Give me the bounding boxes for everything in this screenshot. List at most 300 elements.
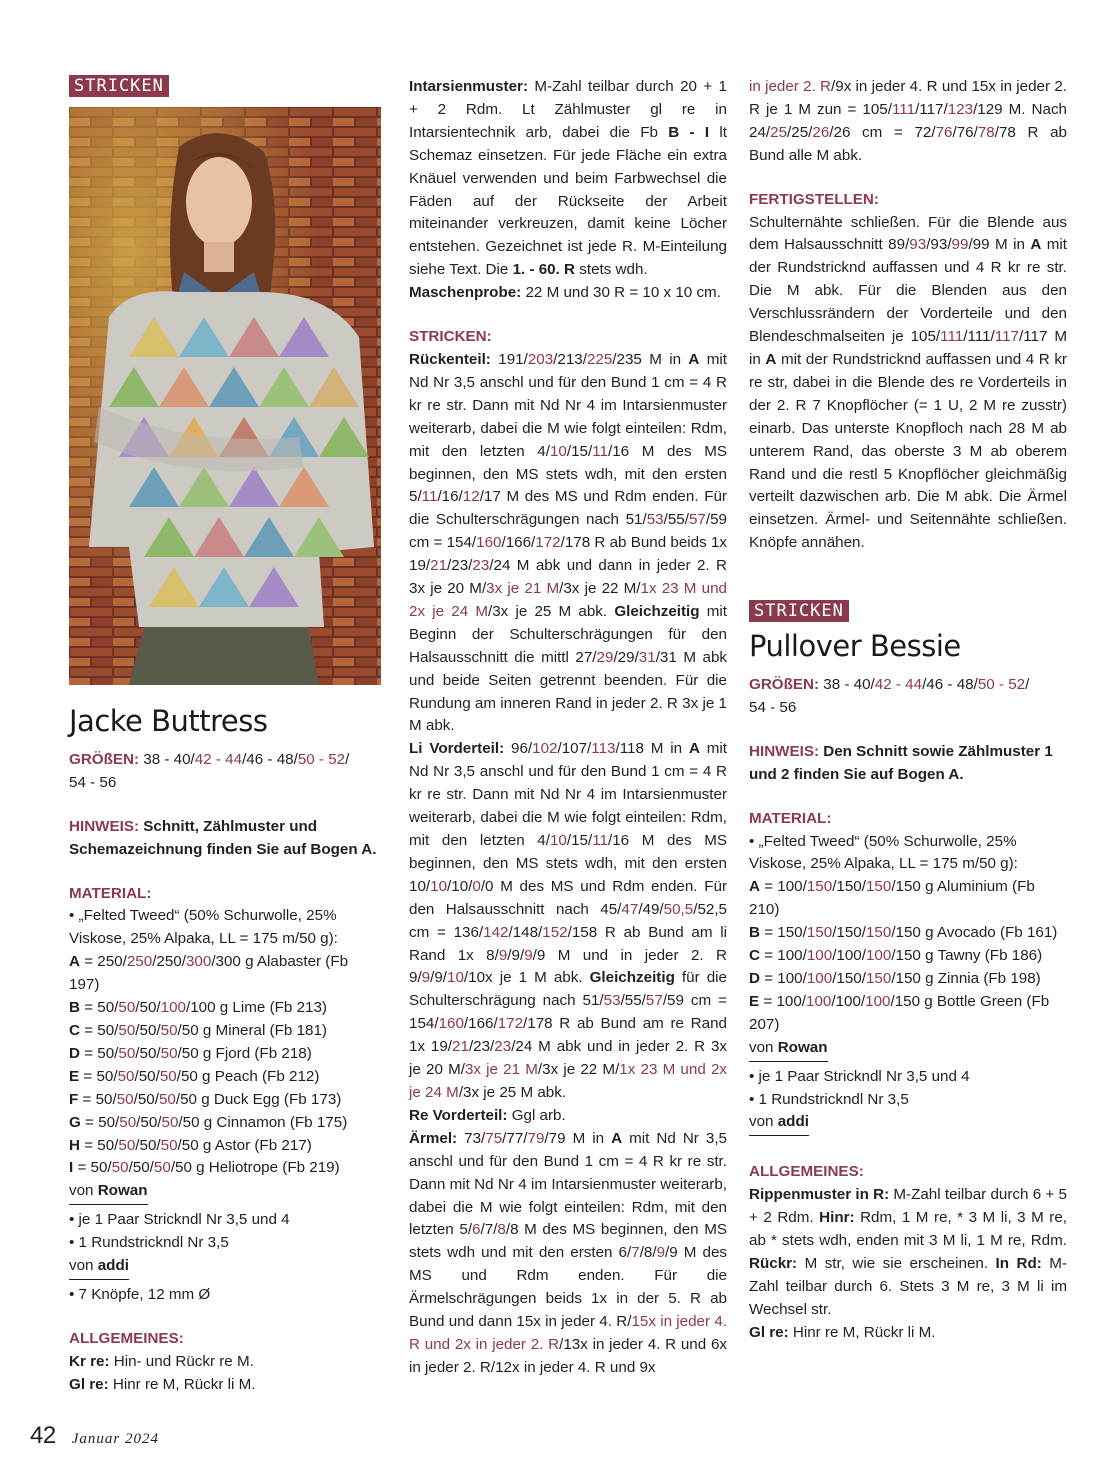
- text-run: /8 M des MS beginnen, den MS stets wdh und mit den ersten 6/: [409, 1221, 727, 1262]
- text-run: /150/: [832, 878, 866, 896]
- text-run: 10: [549, 832, 567, 849]
- text-run: 50: [159, 1067, 177, 1085]
- sizes-line: [69, 749, 381, 795]
- text-run: mit der Rundstricknd auffassen und 4 R kr re str. Die M abk. Für die Blenden aus den Verschlussrändern der Vorderteile und den Blendeschmalseiten je 105/: [749, 236, 1067, 346]
- text-run: mit der Rundstricknd auffassen und 4 R kr re str, dabei in die Blende des re Vorderteils in der 2. R 7 Knopflöcher (= 1 U, 2 M re zusstr) einarb. Das unterste Knopfloch nach 28 M ab unterem Rand, das oberste 3 M ab oberem Rand und die restl 5 Knopflöcher gleichmäßig verteilt dazwischen arb. Die M abk. Die Ärmel einsetzen. Ärmel- und Seitennähte schließen. Knöpfe annähen.: [749, 350, 1067, 552]
- text-run: 73/: [457, 1129, 486, 1147]
- text-run: in jeder 2. R: [749, 78, 832, 95]
- text-run: 1x 23 M und 2x je 24 M: [409, 580, 727, 620]
- yarn-line: [749, 876, 1067, 922]
- text-run: 300: [185, 953, 212, 971]
- text-run: 1x 23 M und 2x je 24 M: [409, 1061, 727, 1101]
- von-text: von: [69, 1257, 98, 1275]
- text-run: /100 g Lime (Fb 213): [185, 999, 327, 1017]
- size-value: 54 - 56: [69, 773, 117, 791]
- text-run: 100: [806, 970, 833, 987]
- text-run: 10: [447, 969, 464, 987]
- text-run: /150 g Bottle Green (Fb 207): [749, 992, 1050, 1033]
- text-run: /150/: [832, 924, 866, 942]
- text-run: /8/: [639, 1244, 657, 1262]
- text-run: 1. - 60. R: [512, 261, 576, 279]
- text-run: = 50/: [79, 1136, 119, 1154]
- pattern-title: Jacke Buttress: [69, 703, 268, 738]
- text-run: F: [69, 1090, 79, 1108]
- text-run: /9 M des MS und Rdm enden. Für die Ärmelschrägungen beids 1x in der 5. R ab Bund und dann 15x in jeder 4. R/: [409, 1244, 727, 1331]
- text-run: 10: [430, 877, 448, 895]
- text-run: /158 R ab Bund am li Rand 1x 8/: [409, 923, 727, 964]
- text-run: /23/: [447, 557, 473, 575]
- text-run: /150 g Aluminium (Fb 210): [749, 878, 1035, 919]
- supplier-line: [69, 1180, 148, 1205]
- rib-paragraph: [749, 1184, 1067, 1321]
- text-run: Maschenprobe:: [409, 284, 522, 302]
- yarn-line: [749, 922, 1067, 945]
- text-run: /166/: [501, 534, 536, 552]
- text-run: /9 M und in jeder 2. R 9/: [409, 946, 727, 987]
- yarn-line: [69, 997, 381, 1020]
- text-run: /50/: [135, 1021, 161, 1039]
- yarn-line: [69, 1020, 381, 1043]
- text-run: /50/: [135, 1136, 161, 1154]
- von-text: von: [749, 1038, 778, 1056]
- text-run: 50,5: [663, 900, 694, 918]
- size-value: 42 - 44: [194, 750, 243, 768]
- text-run: Rückenteil:: [409, 350, 491, 368]
- kr-line: [69, 1351, 381, 1374]
- size-value: 38 - 40/: [143, 750, 195, 768]
- left-front-paragraph: [409, 738, 727, 1105]
- text-run: /178 R ab Bund beids 1x 19/: [409, 534, 727, 575]
- text-run: /117 M in: [749, 328, 1067, 368]
- general-heading: ALLGEMEINES:: [749, 1163, 864, 1181]
- text-run: 50: [118, 999, 136, 1017]
- page-footer: [30, 1422, 159, 1450]
- text-run: /107/: [557, 740, 592, 758]
- brand-name: Rowan: [777, 1038, 828, 1056]
- yarn-line: [69, 1089, 381, 1112]
- brand-name: addi: [97, 1257, 129, 1275]
- sizes-label: GRÖßEN:: [749, 676, 820, 694]
- size-value: 54 - 56: [749, 698, 797, 716]
- size-value: /46 - 48/: [242, 750, 298, 768]
- gl-label: Gl re:: [749, 1323, 789, 1341]
- text-run: 150: [865, 878, 892, 896]
- text-run: /77/: [502, 1129, 528, 1147]
- text-run: C: [749, 947, 760, 965]
- text-run: 250: [126, 953, 153, 971]
- text-run: /24 M abk und dann in jeder 2. R 3x je 20 M/: [409, 557, 727, 598]
- yarn-line: [749, 991, 1067, 1037]
- text-run: I: [69, 1159, 74, 1177]
- text-run: Ärmel:: [409, 1129, 458, 1147]
- yarn-list: [69, 951, 381, 1180]
- section-tag: STRICKEN: [749, 600, 849, 622]
- text-run: /50 g Mineral (Fb 181): [177, 1021, 327, 1039]
- text-run: 150: [806, 924, 833, 942]
- text-run: Hinr:: [819, 1209, 855, 1227]
- text-run: Ggl arb.: [507, 1106, 566, 1124]
- size-value: 38 - 40/: [823, 676, 875, 694]
- text-run: 23: [472, 557, 490, 575]
- text-run: = 150/: [759, 924, 807, 942]
- text-run: /118 M in: [615, 740, 689, 758]
- brand-name: addi: [777, 1113, 809, 1131]
- hint-text: Den Schnitt sowie Zählmuster 1 und 2 finden Sie auf Bogen A.: [749, 742, 1053, 783]
- text-run: Rückr:: [749, 1254, 798, 1272]
- text-run: 11: [592, 832, 608, 849]
- text-run: Intarsienmuster:: [409, 78, 529, 95]
- text-run: A: [1030, 236, 1042, 254]
- text-run: B: [749, 924, 760, 942]
- text-run: /50 g Heliotrope (Fb 219): [170, 1159, 340, 1177]
- text-run: = 100/: [759, 878, 807, 896]
- text-run: /26 cm = 72/: [829, 123, 936, 141]
- text-run: M-Zahl teilbar durch 6. Stets 3 M re, 3 M li im Wechsel str.: [749, 1254, 1067, 1318]
- text-run: 50: [153, 1159, 171, 1177]
- text-run: M str, wie sie erscheinen.: [797, 1254, 996, 1272]
- text-run: 6: [472, 1221, 481, 1239]
- yarn-line: [749, 945, 1067, 968]
- text-run: /50 g Duck Egg (Fb 173): [175, 1090, 342, 1108]
- text-run: stets wdh.: [575, 261, 648, 279]
- text-run: = 250/: [79, 953, 127, 971]
- text-run: A: [749, 878, 760, 896]
- text-run: 50: [117, 1067, 135, 1085]
- text-run: /50 g Peach (Fb 212): [176, 1067, 320, 1085]
- text-run: /79 M in: [544, 1129, 612, 1147]
- text-run: 10: [549, 442, 567, 460]
- von-text: von: [749, 1113, 778, 1131]
- text-run: lt Schemaz einsetzen. Für jede Fläche ein extra Knäuel verwenden und beim Farbwechsel die Fäden auf der Rückseite der Arbeit miteinander verkreuzen, damit keine Löcher entstehen. Gezeichnet ist jede R. M-Einteilung siehe Text. Die: [409, 123, 727, 279]
- text-run: /24 M abk und in jeder 2. R 3x je 20 M/: [409, 1038, 727, 1079]
- gl-text: Hinr re M, Rückr li M.: [108, 1375, 256, 1393]
- text-run: 142: [483, 923, 509, 941]
- text-run: = 50/: [78, 1090, 117, 1108]
- text-run: 50: [118, 1136, 136, 1154]
- text-run: D: [69, 1044, 80, 1062]
- text-run: 152: [542, 923, 568, 941]
- gl-text: Hinr re M, Rückr li M.: [788, 1323, 936, 1341]
- text-run: Gleichzeitig: [614, 602, 700, 620]
- text-run: /23/: [468, 1038, 495, 1056]
- text-run: 50: [160, 1136, 178, 1154]
- text-run: A: [611, 1129, 623, 1147]
- text-run: In Rd:: [995, 1254, 1042, 1272]
- text-run: C: [69, 1021, 80, 1039]
- text-run: /50 g Astor (Fb 217): [177, 1136, 312, 1154]
- text-run: = 100/: [759, 947, 807, 965]
- back-paragraph: [409, 349, 727, 738]
- text-run: /150 g Zinnia (Fb 198): [891, 970, 1041, 987]
- text-run: /3x je 25 M abk.: [458, 1083, 567, 1101]
- text-run: /3x je 25 M abk.: [488, 602, 615, 620]
- text-run: /0 M des MS und Rdm enden. Für den Halsausschnitt nach 45/: [409, 877, 727, 918]
- sleeves-paragraph: [409, 1128, 727, 1380]
- text-run: mit Nd Nr 3,5 anschl und für den Bund 1 cm = 4 R kr re str. Dann mit Nd Nr 4 im Intarsienmuster weiterarb, dabei die M wie folgt einteilen: Rdm, mit den letzten 4/: [409, 350, 728, 460]
- size-value: 50 - 52: [297, 750, 346, 768]
- column-middle: [409, 76, 727, 1380]
- text-run: 50: [118, 1044, 136, 1062]
- text-run: A: [765, 350, 777, 368]
- issue-label: Januar 2024: [71, 1431, 159, 1447]
- hint-label: HINWEIS:: [69, 817, 140, 835]
- text-run: = 50/: [79, 1044, 119, 1062]
- text-run: Rdm, 1 M re, * 3 M li, 3 M re, ab * stets wdh, enden mit 3 M li, 1 M re, Rdm.: [749, 1209, 1068, 1250]
- text-run: = 100/: [759, 970, 807, 987]
- text-run: /49/: [638, 900, 664, 918]
- text-run: /29/: [613, 648, 639, 666]
- text-run: 225: [586, 350, 613, 368]
- brand-name: Rowan: [97, 1182, 148, 1200]
- column-right: [749, 76, 1067, 1345]
- text-run: 9: [498, 946, 508, 964]
- text-run: 150: [806, 878, 833, 896]
- text-run: /16 M des MS beginnen, den MS stets wdh, mit den ersten 5/: [409, 442, 727, 506]
- text-run: 50: [160, 1044, 178, 1062]
- text-run: /150 g Avocado (Fb 161): [891, 924, 1058, 942]
- yarn-line: [69, 951, 381, 997]
- text-run: /7/: [480, 1221, 498, 1239]
- text-run: 53: [603, 992, 621, 1010]
- needle-item: • je 1 Paar Strickndl Nr 3,5 und 4: [749, 1067, 970, 1085]
- text-run: /3x je 22 M/: [537, 1061, 620, 1079]
- text-run: 111: [940, 328, 964, 346]
- text-run: /100/: [831, 992, 866, 1010]
- text-run: E: [69, 1067, 80, 1085]
- text-run: 100: [806, 992, 832, 1010]
- kr-label: Kr re:: [69, 1352, 110, 1370]
- hint-paragraph: [749, 741, 1067, 787]
- text-run: 8: [497, 1221, 506, 1239]
- text-run: A: [688, 740, 700, 758]
- text-run: /178 R ab Bund am re Rand 1x 19/: [409, 1015, 727, 1056]
- material-heading: MATERIAL:: [69, 884, 152, 902]
- gl-line: [69, 1374, 381, 1397]
- text-run: 9: [421, 969, 431, 987]
- text-run: Schulternähte schließen. Für die Blende aus dem Halsausschnitt 89/: [749, 213, 1067, 254]
- supplier-line: [749, 1111, 809, 1136]
- text-run: /235 M in: [612, 350, 689, 368]
- text-run: /50/: [133, 1090, 159, 1108]
- text-run: /59 cm = 154/: [409, 511, 727, 552]
- text-run: 11: [421, 488, 438, 506]
- text-run: 50: [119, 1113, 137, 1131]
- text-run: 99: [951, 236, 969, 254]
- text-run: 160: [476, 534, 502, 552]
- yarn-line: [69, 1157, 381, 1180]
- text-run: mit Nd Nr 3,5 anschl und für den Bund 1 cm = 4 R kr re str. Dann mit Nd Nr 4 im Intarsienmuster weiterarb, dabei die M wie folgt einteilen: Rdm, mit den letzten 5/: [409, 1129, 727, 1239]
- text-run: /25/: [787, 123, 813, 141]
- text-run: M-Zahl teilbar durch 6 + 5 + 2 Rdm.: [749, 1186, 1067, 1227]
- text-run: /148/: [508, 923, 543, 941]
- text-run: = 50/: [80, 1113, 120, 1131]
- text-run: D: [749, 970, 760, 987]
- gauge-paragraph: [409, 282, 727, 305]
- text-run: 26: [812, 123, 830, 141]
- text-run: /129 M. Nach 24/: [749, 100, 1067, 141]
- text-run: /117/: [915, 100, 948, 118]
- text-run: /50/: [134, 1067, 160, 1085]
- text-run: 31: [638, 648, 656, 666]
- text-run: /15/: [566, 442, 593, 460]
- text-run: 50: [118, 1021, 136, 1039]
- text-run: 57: [688, 511, 706, 529]
- text-run: /50/: [135, 1044, 161, 1062]
- supplier-line: [69, 1255, 129, 1280]
- text-run: 50: [111, 1159, 129, 1177]
- text-run: /10x je 1 M abk.: [463, 969, 590, 987]
- text-run: = 50/: [79, 1021, 119, 1039]
- hint-text: Schnitt, Zählmuster und Schemazeichnung finden Sie auf Bogen A.: [69, 817, 377, 858]
- text-run: /13x in jeder 4. R und 6x in jeder 2. R/: [409, 1335, 727, 1376]
- text-run: /50/: [136, 1113, 162, 1131]
- text-run: 172: [535, 534, 561, 552]
- text-run: 57: [645, 992, 663, 1010]
- text-run: /99 M in: [968, 236, 1031, 254]
- text-run: 21: [430, 557, 448, 575]
- knit-heading: STRICKEN:: [409, 328, 492, 346]
- text-run: Gleichzeitig: [589, 969, 675, 987]
- text-run: H: [69, 1136, 80, 1154]
- text-run: /100/: [832, 947, 866, 965]
- text-run: /300 g Alabaster (Fb 197): [69, 953, 349, 994]
- text-run: 79: [527, 1129, 545, 1147]
- text-run: G: [69, 1113, 81, 1131]
- general-heading: ALLGEMEINES:: [69, 1329, 184, 1347]
- text-run: für die Schulterschrägung nach 51/: [409, 969, 727, 1010]
- text-run: 53: [646, 511, 664, 529]
- text-run: mit Beginn der Schulterschrägungen für den Halsausschnitt die mittl 27/: [409, 602, 728, 666]
- text-run: 160: [438, 1015, 464, 1033]
- text-run: 21: [452, 1038, 469, 1056]
- size-value: /46 - 48/: [922, 676, 978, 694]
- text-run: mit Nd Nr 3,5 anschl und für den Bund 1 cm = 4 R kr re str. Dann mit Nd Nr 4 im Intarsienmuster weiterarb, dabei die M wie folgt einteilen: Rdm, mit den letzten 4/: [409, 740, 727, 849]
- text-run: 75: [485, 1129, 503, 1147]
- text-run: /59 cm = 154/: [409, 992, 728, 1033]
- product-photo: [69, 107, 381, 685]
- text-run: 93: [909, 236, 927, 254]
- column-left: [69, 75, 381, 1397]
- size-value: 42 - 44: [874, 676, 923, 694]
- text-run: 12x in jeder 4. R und 9x: [495, 1358, 656, 1376]
- text-run: 12: [462, 488, 480, 506]
- text-run: 50: [161, 1113, 179, 1131]
- text-run: 100: [865, 947, 892, 965]
- page-number: 42: [30, 1422, 56, 1449]
- section-tag: STRICKEN: [69, 75, 169, 97]
- text-run: = 100/: [759, 992, 807, 1010]
- text-run: 11: [592, 442, 608, 460]
- size-value: 50 - 52: [977, 676, 1026, 694]
- text-run: = 50/: [73, 1159, 112, 1177]
- text-run: /150 g Tawny (Fb 186): [891, 947, 1043, 965]
- text-run: /10/: [447, 877, 473, 895]
- text-run: 9: [656, 1244, 666, 1262]
- text-run: /50 g Cinnamon (Fb 175): [178, 1113, 348, 1131]
- sizes-line: [749, 674, 1067, 720]
- text-run: 22 M und 30 R = 10 x 10 cm.: [521, 284, 721, 302]
- supplier-line: [749, 1037, 828, 1062]
- yarn-list: [749, 876, 1067, 1036]
- text-run: /9/: [430, 969, 448, 987]
- needle-item: • je 1 Paar Strickndl Nr 3,5 und 4: [69, 1211, 290, 1229]
- text-run: 15x in jeder 4. R und 2x in jeder 2. R: [409, 1313, 727, 1353]
- text-run: 100: [865, 992, 891, 1010]
- buttons-item: • 7 Knöpfe, 12 mm Ø: [69, 1285, 211, 1303]
- text-run: /9x in jeder 4. R und 15x in jeder 2. R je 1 M zun = 105/: [749, 78, 1067, 118]
- text-run: /78 R ab Bund alle M abk.: [749, 123, 1068, 164]
- size-value: /: [345, 750, 350, 768]
- text-run: 150: [865, 924, 892, 942]
- text-run: 9: [524, 946, 533, 964]
- text-run: /250/: [152, 953, 186, 971]
- text-run: 100: [160, 999, 186, 1017]
- yarn-line: [69, 1066, 381, 1089]
- text-run: 113: [591, 740, 616, 758]
- text-run: 76: [935, 123, 953, 141]
- text-run: 29: [596, 648, 614, 666]
- text-run: 111: [891, 100, 916, 118]
- text-run: 117: [994, 328, 1019, 346]
- text-run: /55/: [663, 511, 689, 529]
- text-run: /76/: [952, 123, 978, 141]
- text-run: 23: [494, 1038, 512, 1056]
- hint-label: HINWEIS:: [749, 742, 820, 760]
- text-run: /31 M abk und beide Seiten getrennt beenden. Für die Rundung am inneren Rand in jeder 2. R 3x je 1 M abk.: [409, 648, 727, 735]
- text-run: /15/: [566, 832, 593, 849]
- text-run: 203: [527, 350, 554, 368]
- text-run: 78: [977, 123, 995, 141]
- yarn-line: [69, 1043, 381, 1066]
- text-run: 7: [631, 1244, 640, 1262]
- text-run: /17 M des MS und Rdm enden. Für die Schulterschrägungen nach 51/: [409, 488, 727, 529]
- text-run: /213/: [553, 350, 587, 368]
- text-run: B: [69, 999, 80, 1017]
- text-run: /166/: [463, 1015, 498, 1033]
- needle-item: • 1 Rundstrickndl Nr 3,5: [749, 1090, 909, 1108]
- sleeves-continued: [749, 76, 1067, 168]
- text-run: A: [688, 350, 700, 368]
- text-run: Re Vorderteil:: [409, 1106, 508, 1124]
- von-text: von: [69, 1182, 98, 1200]
- text-run: E: [749, 992, 760, 1010]
- size-value: /: [1025, 676, 1030, 694]
- gl-line: [749, 1322, 1067, 1345]
- text-run: /50/: [128, 1159, 154, 1177]
- text-run: 50: [158, 1090, 176, 1108]
- text-run: /150/: [832, 970, 866, 987]
- finish-heading: FERTIGSTELLEN:: [749, 190, 879, 208]
- pattern-title: Pullover Bessie: [749, 629, 961, 664]
- yarn-line: [69, 1135, 381, 1158]
- text-run: /111/: [963, 328, 995, 346]
- text-run: /50/: [135, 999, 161, 1017]
- text-run: M-Zahl teilbar durch 20 + 1 + 2 Rdm. Lt Zählmuster gl re in Intarsientechnik arb, dabei die Fb: [409, 78, 727, 141]
- text-run: /52,5 cm = 136/: [409, 900, 727, 941]
- text-run: B - I: [668, 123, 710, 141]
- text-run: 172: [497, 1015, 524, 1033]
- finish-paragraph: [749, 212, 1067, 556]
- text-run: Li Vorderteil:: [409, 740, 505, 758]
- yarn-line: [69, 1112, 381, 1135]
- text-run: /9/: [507, 946, 525, 964]
- right-front-paragraph: [409, 1105, 727, 1128]
- text-run: /50 g Fjord (Fb 218): [177, 1044, 312, 1062]
- kr-text: Hin- und Rückr re M.: [109, 1352, 254, 1370]
- intarsia-paragraph: [409, 76, 727, 282]
- text-run: /16 M des MS beginnen, den MS stets wdh, mit den ersten 10/: [409, 832, 727, 895]
- text-run: 150: [865, 970, 892, 987]
